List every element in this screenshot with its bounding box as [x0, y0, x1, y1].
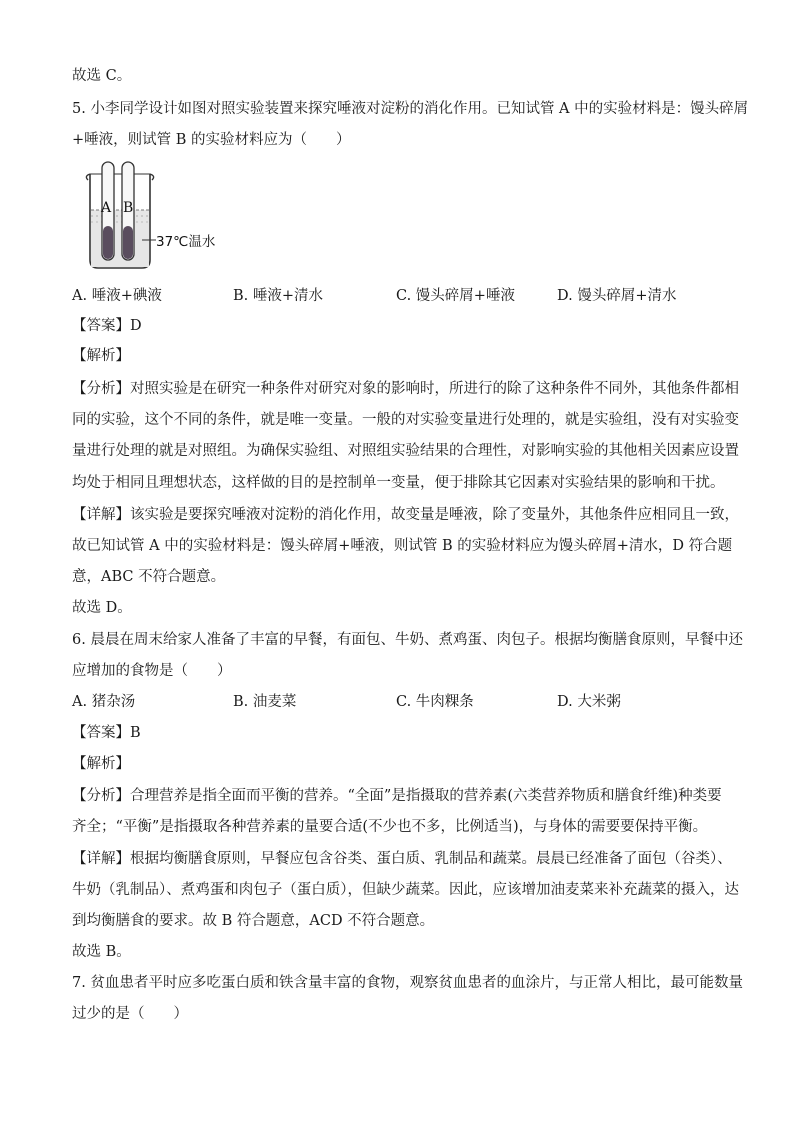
q5-option-a: A. 唾液+碘液 [72, 288, 162, 304]
tube-a-label: A [101, 200, 112, 216]
question-5-stem: 5. 小李同学设计如图对照实验装置来探究唾液对淀粉的消化作用。已知试管 A 中的实验材料是：馒头碎屑 [72, 101, 749, 117]
q5-analysis-text: 量进行处理的就是对照组。为确保实验组、对照组实验结果的合理性，对影响实验的其他相关因素应设置 [72, 443, 739, 459]
q6-option-c: C. 牛肉粿条 [396, 694, 474, 710]
q5-detail-text: 意，ABC 不符合题意。 [72, 569, 226, 585]
tube-a-content [103, 226, 113, 259]
q5-conclusion: 故选 D。 [72, 600, 132, 616]
question-7-stem-cont: 过少的是（ ） [72, 1006, 188, 1022]
q6-option-d: D. 大米粥 [557, 694, 621, 710]
q5-analysis-text: 均处于相同且理想状态，这样做的目的是控制单一变量，便于排除其它因素对实验结果的影响和干扰。 [72, 475, 725, 491]
q5-detail-text: 故已知试管 A 中的实验材料是：馒头碎屑+唾液，则试管 B 的实验材料应为馒头碎屑+清水，D 符合题 [72, 538, 733, 554]
q5-answer: 【答案】D [72, 318, 142, 334]
q5-analysis-heading: 【解析】 [72, 348, 130, 364]
q6-conclusion: 故选 B。 [72, 944, 131, 960]
q5-detail-text: 【详解】该实验是要探究唾液对淀粉的消化作用，故变量是唾液，除了变量外，其他条件应相同且一致， [72, 507, 739, 523]
q5-analysis-text: 【分析】对照实验是在研究一种条件对研究对象的影响时，所进行的除了这种条件不同外，其他条件都相 [72, 381, 739, 397]
q5-option-c: C. 馒头碎屑+唾液 [396, 288, 515, 304]
q6-detail-text: 【详解】根据均衡膳食原则，早餐应包含谷类、蛋白质、乳制品和蔬菜。晨晨已经准备了面包（谷类）、 [72, 851, 732, 867]
q5-option-b: B. 唾液+清水 [233, 288, 324, 304]
beaker-figure [80, 158, 230, 278]
q6-option-b: B. 油麦菜 [233, 694, 297, 710]
tube-b-label: B [123, 200, 134, 216]
warm-water [91, 210, 149, 267]
question-5-stem-cont: +唾液，则试管 B 的实验材料应为（ ） [72, 132, 351, 148]
q6-detail-text: 牛奶（乳制品）、煮鸡蛋和肉包子（蛋白质），但缺少蔬菜。因此，应该增加油麦菜来补充蔬菜的摄入，达 [72, 882, 739, 898]
text-line: 故选 C。 [72, 68, 132, 84]
question-6-stem-cont: 应增加的食物是（ ） [72, 663, 232, 679]
q6-analysis-text: 齐全；“平衡”是指摄取各种营养素的量要合适(不少也不多，比例适当)，与身体的需要要保持平衡。 [72, 819, 708, 835]
q6-option-a: A. 猪杂汤 [72, 694, 136, 710]
q6-answer: 【答案】B [72, 725, 141, 741]
q6-detail-text: 到均衡膳食的要求。故 B 符合题意，ACD 不符合题意。 [72, 913, 435, 929]
question-6-stem: 6. 晨晨在周末给家人准备了丰富的早餐，有面包、牛奶、煮鸡蛋、肉包子。根据均衡膳食原则，早餐中还 [72, 632, 743, 648]
question-7-stem: 7. 贫血患者平时应多吃蛋白质和铁含量丰富的食物，观察贫血患者的血涂片，与正常人相比，最可能数量 [72, 975, 743, 991]
q6-analysis-text: 【分析】合理营养是指全面而平衡的营养。“全面”是指摄取的营养素(六类营养物质和膳食纤维)种类要 [72, 788, 722, 804]
beaker-diagram [80, 158, 230, 278]
water-temperature-label: 37℃温水 [156, 234, 216, 250]
q5-option-d: D. 馒头碎屑+清水 [557, 288, 677, 304]
q6-analysis-heading: 【解析】 [72, 756, 130, 772]
q5-analysis-text: 同的实验，这个不同的条件，就是唯一变量。一般的对实验变量进行处理的，就是实验组，没有对实验变 [72, 412, 739, 428]
tube-b-content [123, 226, 133, 259]
